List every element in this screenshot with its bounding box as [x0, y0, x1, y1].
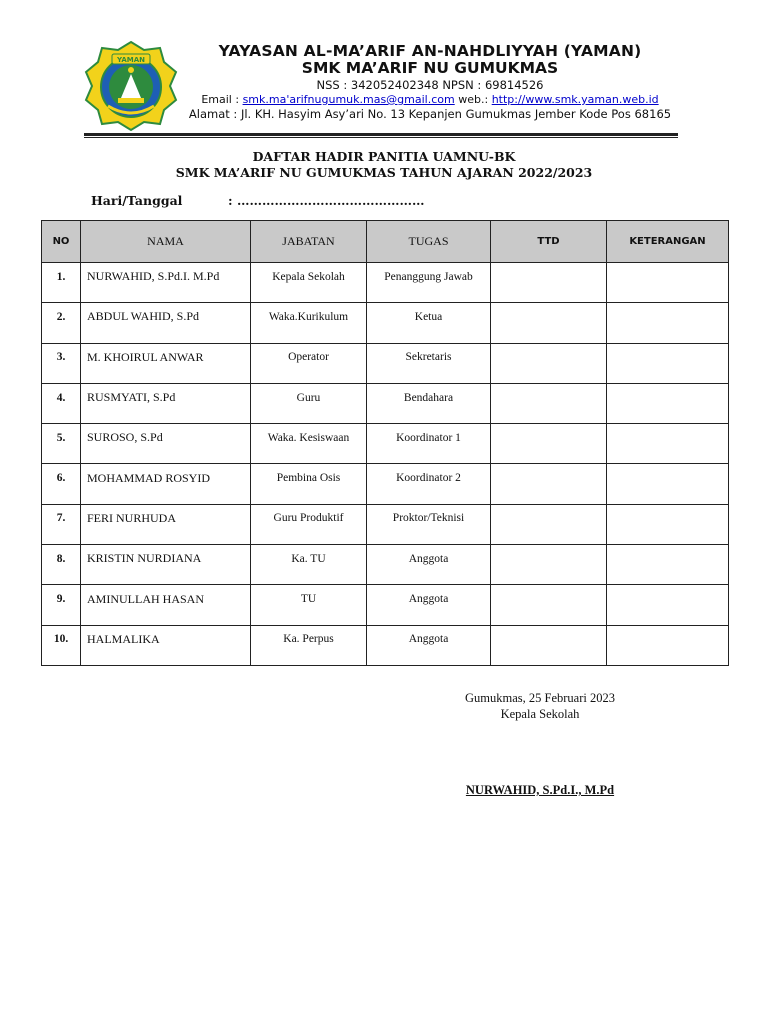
- web-label: web.:: [454, 93, 492, 106]
- table-row: [42, 383, 729, 423]
- table-row: [42, 424, 729, 464]
- cell-no: 9.: [42, 585, 81, 625]
- cell-ttd: [491, 585, 607, 625]
- header-jabatan: JABATAN: [251, 221, 367, 263]
- cell-no: 7.: [42, 504, 81, 544]
- cell-jabatan: Guru: [251, 383, 367, 423]
- cell-jabatan: Operator: [251, 343, 367, 383]
- header-ttd: TTD: [491, 221, 607, 263]
- cell-keterangan: [607, 263, 729, 303]
- cell-ttd: [491, 464, 607, 504]
- cell-keterangan: [607, 343, 729, 383]
- signature-block: [440, 690, 640, 722]
- table-row: [42, 585, 729, 625]
- cell-keterangan: [607, 424, 729, 464]
- cell-keterangan: [607, 625, 729, 665]
- cell-ttd: [491, 303, 607, 343]
- cell-nama: HALMALIKA: [81, 625, 251, 665]
- letterhead-rule-thin: [84, 137, 678, 138]
- cell-no: 2.: [42, 303, 81, 343]
- table-header-row: [42, 221, 729, 263]
- cell-jabatan: Ka. TU: [251, 545, 367, 585]
- cell-tugas: Anggota: [367, 585, 491, 625]
- contact-line: [180, 93, 680, 107]
- cell-tugas: Anggota: [367, 625, 491, 665]
- title-line-1: DAFTAR HADIR PANITIA UAMNU-BK: [252, 149, 516, 164]
- cell-keterangan: [607, 504, 729, 544]
- table-row: [42, 625, 729, 665]
- cell-jabatan: Waka. Kesiswaan: [251, 424, 367, 464]
- school-name: SMK MA’ARIF NU GUMUKMAS: [301, 59, 559, 77]
- signer-name: NURWAHID, S.Pd.I., M.Pd: [465, 783, 615, 797]
- cell-no: 4.: [42, 383, 81, 423]
- cell-no: 1.: [42, 263, 81, 303]
- attendance-table: [41, 220, 729, 666]
- title-line-2: SMK MA’ARIF NU GUMUKMAS TAHUN AJARAN 2022/2023: [175, 165, 593, 180]
- cell-nama: NURWAHID, S.Pd.I. M.Pd: [81, 263, 251, 303]
- cell-jabatan: Guru Produktif: [251, 504, 367, 544]
- cell-no: 5.: [42, 424, 81, 464]
- cell-ttd: [491, 383, 607, 423]
- header-nama: NAMA: [81, 221, 251, 263]
- cell-nama: M. KHOIRUL ANWAR: [81, 343, 251, 383]
- cell-tugas: Proktor/Teknisi: [367, 504, 491, 544]
- header-no: NO: [42, 221, 81, 263]
- cell-tugas: Anggota: [367, 545, 491, 585]
- table-row: [42, 545, 729, 585]
- cell-keterangan: [607, 383, 729, 423]
- cell-ttd: [491, 625, 607, 665]
- cell-ttd: [491, 424, 607, 464]
- cell-no: 3.: [42, 343, 81, 383]
- letterhead-rule: [84, 133, 678, 136]
- email-label: Email :: [201, 93, 243, 106]
- cell-jabatan: TU: [251, 585, 367, 625]
- cell-jabatan: Pembina Osis: [251, 464, 367, 504]
- cell-keterangan: [607, 303, 729, 343]
- cell-tugas: Koordinator 2: [367, 464, 491, 504]
- foundation-name: YAYASAN AL-MA’ARIF AN-NAHDLIYYAH (YAMAN): [218, 42, 642, 60]
- cell-tugas: Bendahara: [367, 383, 491, 423]
- table-row: [42, 464, 729, 504]
- cell-nama: AMINULLAH HASAN: [81, 585, 251, 625]
- cell-nama: FERI NURHUDA: [81, 504, 251, 544]
- table-row: [42, 303, 729, 343]
- signer-role: Kepala Sekolah: [500, 707, 580, 721]
- website-link[interactable]: http://www.smk.yaman.web.id: [491, 93, 659, 106]
- cell-jabatan: Kepala Sekolah: [251, 263, 367, 303]
- cell-tugas: Ketua: [367, 303, 491, 343]
- cell-keterangan: [607, 464, 729, 504]
- cell-jabatan: Waka.Kurikulum: [251, 303, 367, 343]
- school-ids: NSS : 342052402348 NPSN : 69814526: [316, 78, 544, 92]
- header-keterangan: KETERANGAN: [607, 221, 729, 263]
- email-link[interactable]: smk.ma'arifnugumuk.mas@gmail.com: [242, 93, 455, 106]
- cell-nama: ABDUL WAHID, S.Pd: [81, 303, 251, 343]
- cell-ttd: [491, 545, 607, 585]
- cell-no: 6.: [42, 464, 81, 504]
- cell-no: 10.: [42, 625, 81, 665]
- cell-nama: RUSMYATI, S.Pd: [81, 383, 251, 423]
- table-row: [42, 504, 729, 544]
- cell-ttd: [491, 343, 607, 383]
- letterhead-text: [180, 42, 680, 121]
- cell-tugas: Sekretaris: [367, 343, 491, 383]
- school-crest-icon: [84, 40, 178, 132]
- document-title: [0, 149, 768, 181]
- school-address: Alamat : Jl. KH. Hasyim Asy’ari No. 13 Kepanjen Gumukmas Jember Kode Pos 68165: [188, 107, 672, 121]
- crest-label: YAMAN: [116, 56, 146, 64]
- cell-ttd: [491, 263, 607, 303]
- place-date: Gumukmas, 25 Februari 2023: [465, 691, 615, 705]
- cell-no: 8.: [42, 545, 81, 585]
- table-row: [42, 343, 729, 383]
- day-value-blank: : ………………………………………: [228, 193, 425, 208]
- cell-nama: MOHAMMAD ROSYID: [81, 464, 251, 504]
- cell-keterangan: [607, 545, 729, 585]
- cell-jabatan: Ka. Perpus: [251, 625, 367, 665]
- letterhead: [0, 0, 768, 140]
- cell-nama: SUROSO, S.Pd: [81, 424, 251, 464]
- cell-keterangan: [607, 585, 729, 625]
- cell-nama: KRISTIN NURDIANA: [81, 545, 251, 585]
- cell-tugas: Penanggung Jawab: [367, 263, 491, 303]
- day-label: Hari/Tanggal: [91, 193, 183, 208]
- table-row: [42, 263, 729, 303]
- header-tugas: TUGAS: [367, 221, 491, 263]
- cell-tugas: Koordinator 1: [367, 424, 491, 464]
- cell-ttd: [491, 504, 607, 544]
